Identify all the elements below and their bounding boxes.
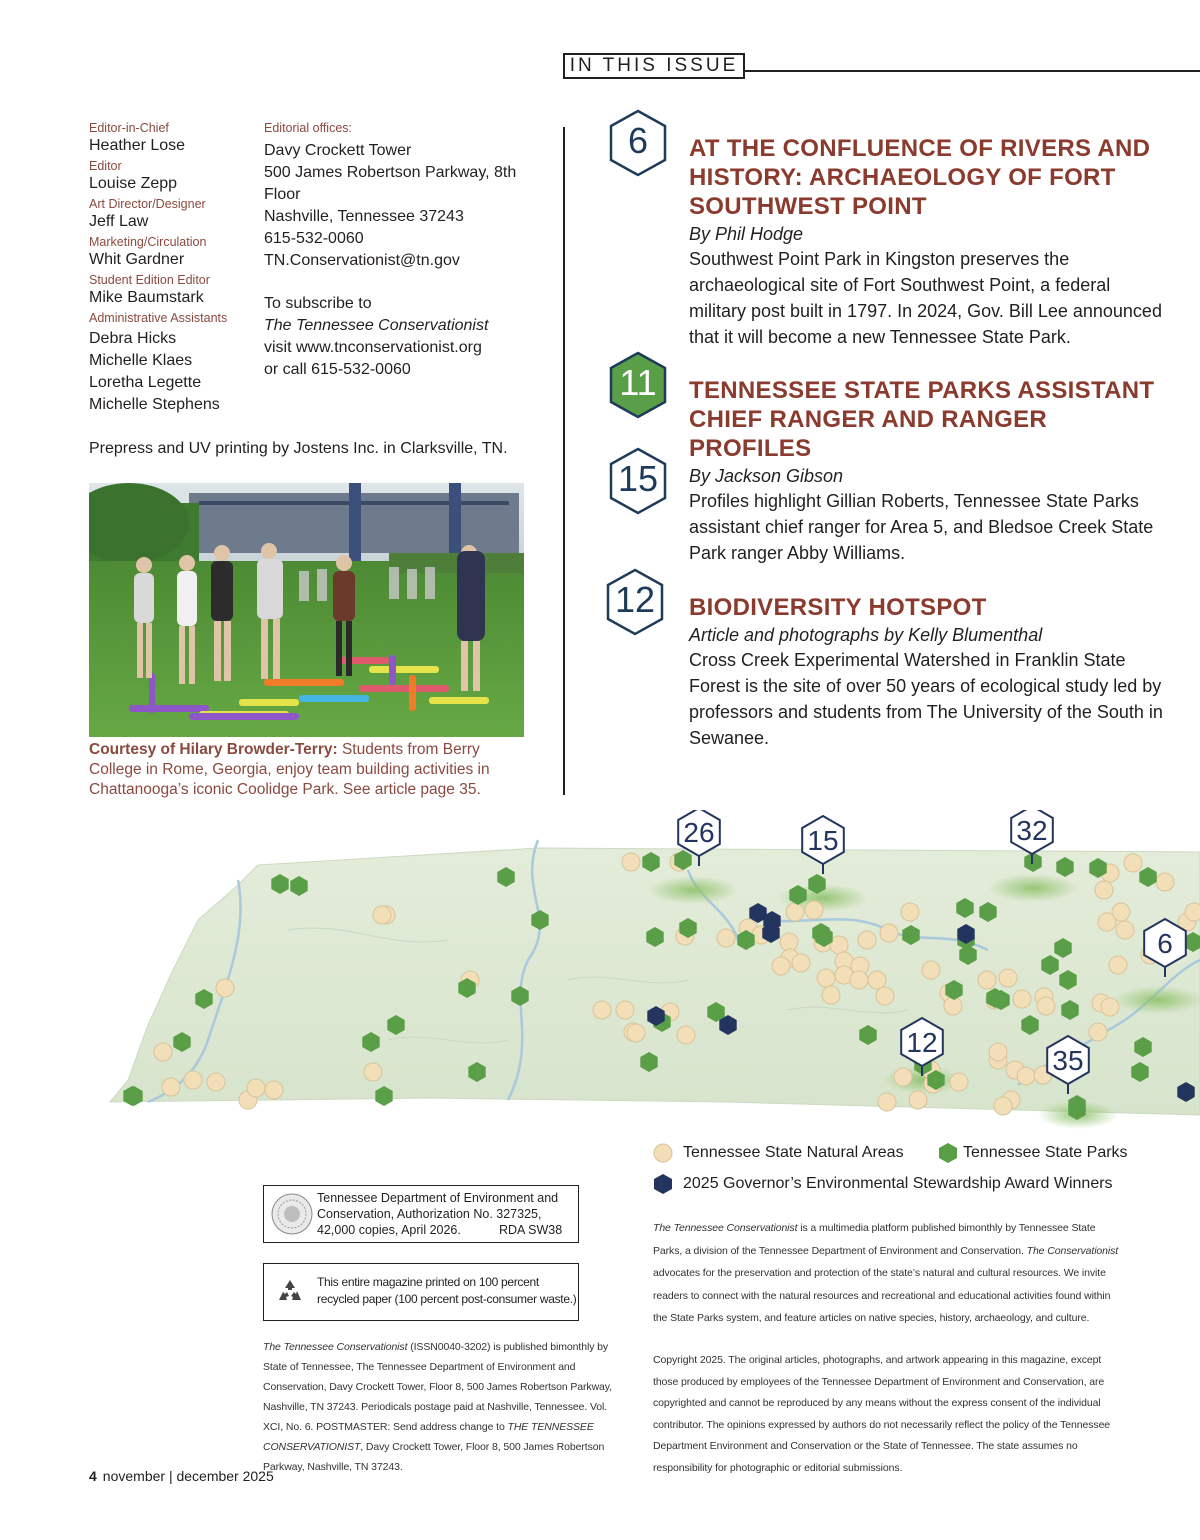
assistant-name: Debra Hicks — [89, 330, 177, 347]
marketing-label: Marketing/Circulation — [89, 235, 207, 249]
photo-credit: Courtesy of Hilary Browder-Terry: — [89, 741, 338, 758]
legend-label: 2025 Governor’s Environmental Stewardship Award Winners — [683, 1175, 1113, 1192]
natural-area-marker — [817, 969, 835, 987]
natural-area-marker — [1089, 1023, 1107, 1041]
assistant-name: Loretha Legette — [89, 374, 202, 391]
map-pin-label: 6 — [1157, 928, 1173, 959]
natural-area-marker — [880, 924, 898, 942]
natural-area-marker — [850, 971, 868, 989]
about-title-2: The Conservationist — [1026, 1244, 1119, 1257]
natural-area-marker — [792, 954, 810, 972]
office-line: Davy Crockett Tower — [264, 142, 412, 159]
marketing-name: Whit Gardner — [89, 251, 185, 268]
natural-area-marker — [950, 1073, 968, 1091]
editor-in-chief-name: Heather Lose — [89, 137, 186, 154]
page-number: 4 — [89, 1468, 97, 1484]
section-label: IN THIS ISSUE — [563, 53, 745, 79]
award-hexagon-icon — [652, 1173, 674, 1195]
auth-line: Conservation, Authorization No. 327325, — [317, 1207, 542, 1221]
photo-caption — [89, 740, 509, 800]
assistant-name: Michelle Klaes — [89, 352, 193, 369]
page-number: 15 — [617, 458, 659, 499]
issue-date: november | december 2025 — [102, 1468, 274, 1484]
recycled-line: This entire magazine printed on 100 percent — [317, 1275, 539, 1289]
subscribe-phone: or call 615-532-0060 — [264, 361, 411, 378]
recycled-box — [263, 1263, 579, 1321]
student-editor-label: Student Edition Editor — [89, 273, 210, 287]
subscribe-line: To subscribe to — [264, 295, 372, 312]
natural-area-marker — [780, 933, 798, 951]
page-marker-15[interactable] — [607, 446, 669, 516]
natural-area-marker — [1156, 873, 1174, 891]
pub-title: The Tennessee Conservationist — [263, 1341, 408, 1353]
legend-label: Tennessee State Parks — [963, 1144, 1128, 1161]
natural-area-marker — [989, 1043, 1007, 1061]
natural-area-marker — [868, 971, 886, 989]
legend-label: Tennessee State Natural Areas — [683, 1144, 904, 1161]
natural-area-marker — [1185, 903, 1200, 921]
natural-area-marker — [717, 929, 735, 947]
subscribe-url[interactable]: visit www.tnconservationist.org — [264, 339, 482, 356]
page-marker-11[interactable] — [607, 350, 669, 420]
natural-area-marker — [207, 1073, 225, 1091]
page-number: 12 — [614, 579, 656, 620]
article-biodiversity-hotspot[interactable] — [689, 593, 1169, 751]
natural-area-marker — [922, 961, 940, 979]
header-rule — [745, 70, 1200, 72]
about-text — [653, 1217, 1123, 1330]
natural-area-marker — [822, 986, 840, 1004]
office-line: Nashville, Tennessee 37243 — [264, 208, 464, 225]
recycle-icon — [276, 1278, 304, 1306]
natural-area-marker — [265, 1081, 283, 1099]
assistant-name: Michelle Stephens — [89, 396, 220, 413]
natural-area-marker — [978, 971, 996, 989]
natural-area-marker — [216, 979, 234, 997]
natural-area-marker — [901, 903, 919, 921]
natural-area-marker — [1037, 997, 1055, 1015]
office-phone: 615-532-0060 — [264, 230, 364, 247]
masthead-staff — [89, 121, 259, 416]
natural-area-marker — [805, 901, 823, 919]
natural-area-marker — [593, 1001, 611, 1019]
article-title[interactable]: BIODIVERSITY HOTSPOT — [689, 594, 987, 621]
column-divider — [563, 127, 565, 795]
article-byline: Article and photographs by Kelly Blumenthal — [689, 625, 1043, 645]
natural-area-marker — [786, 903, 804, 921]
page-number: 11 — [619, 362, 657, 403]
natural-area-marker — [1101, 998, 1119, 1016]
tennessee-parks-map — [88, 810, 1200, 1140]
article-title[interactable]: TENNESSEE STATE PARKS ASSISTANT CHIEF RANGER AND RANGER PROFILES — [689, 377, 1155, 462]
natural-area-marker — [858, 931, 876, 949]
natural-area-marker — [364, 1063, 382, 1081]
map-pin-label: 12 — [906, 1027, 938, 1058]
article-description: Cross Creek Experimental Watershed in Franklin State Forest is the site of over 50 years of ecological study led by professors and students from The University of the South in Sewanee. — [689, 650, 1163, 748]
student-editor-name: Mike Baumstark — [89, 289, 204, 306]
natural-area-marker — [1109, 956, 1127, 974]
natural-area-marker — [622, 853, 640, 871]
natural-area-marker — [944, 997, 962, 1015]
auth-copies: 42,000 copies, April 2026. — [317, 1223, 461, 1237]
natural-area-marker — [1116, 921, 1134, 939]
natural-area-marker — [184, 1071, 202, 1089]
offices-label: Editorial offices: — [264, 121, 353, 135]
assistants-label: Administrative Assistants — [89, 311, 228, 325]
caption-text: Students from Berry College in Rome, Georgia, enjoy team building activities in Chattanooga’s iconic Coolidge Park. See article page 35. — [89, 741, 490, 798]
publication-statement — [263, 1337, 615, 1477]
state-park-hexagon-icon — [937, 1142, 959, 1164]
natural-area-marker — [1124, 854, 1142, 872]
natural-area-marker — [894, 1068, 912, 1086]
natural-area-marker — [162, 1078, 180, 1096]
natural-area-marker — [1098, 913, 1116, 931]
article-description: Southwest Point Park in Kingston preserves the archaeological site of Fort Southwest Point, a federal military post built in 1797. In 2024, Gov. Bill Lee announced that it will become a new Tennessee State Park. — [689, 249, 1162, 347]
map-pin-label: 15 — [807, 825, 839, 856]
article-title[interactable]: AT THE CONFLUENCE OF RIVERS AND HISTORY: ARCHAEOLOGY OF FORT SOUTHWEST POINT — [689, 135, 1151, 220]
natural-area-marker — [1017, 1067, 1035, 1085]
natural-area-marker — [909, 1091, 927, 1109]
natural-area-marker — [616, 1001, 634, 1019]
page-marker-6[interactable] — [607, 108, 669, 178]
editor-name: Louise Zepp — [89, 175, 178, 192]
article-ranger-profiles[interactable] — [689, 376, 1169, 566]
pub-title-caps: THE TENNESSEE CONSERVATIONIST — [263, 1421, 594, 1453]
art-director-name: Jeff Law — [89, 213, 149, 230]
natural-area-marker — [627, 1024, 645, 1042]
auth-line: Tennessee Department of Environment and — [317, 1191, 559, 1205]
page-marker-12[interactable] — [604, 567, 666, 637]
about-title: The Tennessee Conservationist — [653, 1222, 798, 1234]
team-building-photo — [89, 483, 524, 737]
about-body: is a multimedia platform published bimonthly by Tennessee State Parks, a division of the Tennessee Department of Environment and Conservation. — [653, 1222, 1096, 1257]
subscribe-title: The Tennessee Conservationist — [264, 317, 489, 334]
pub-text: (ISSN0040-3202) is published bimonthly by State of Tennessee, The Tennessee Department of Environment and Conservation, Davy Crockett Tower, Floor 8, 500 James Robertson Parkway, Nashville, TN 37243. Periodicals postage paid at Nashville, Tennessee. Vol. XCI, No. 6. POSTMASTER: Send address change to — [263, 1341, 612, 1433]
natural-area-marker — [876, 987, 894, 1005]
article-byline: By Phil Hodge — [689, 224, 804, 244]
masthead-offices — [264, 121, 554, 381]
authorization-box — [263, 1185, 579, 1243]
natural-area-marker — [1013, 990, 1031, 1008]
natural-area-marker — [1095, 881, 1113, 899]
editor-in-chief-label: Editor-in-Chief — [89, 121, 169, 135]
auth-line-3 — [317, 1222, 575, 1238]
prepress-credit: Prepress and UV printing by Jostens Inc. in Clarksville, TN. — [89, 440, 508, 457]
copyright-text: Copyright 2025. The original articles, photographs, and artwork appearing in this magazine, except those produced by employees of the Tennessee Department of Environment and Conservation, are copyrighted and cannot be reproduced by any means without the express consent of the individual contributor. The opinions expressed by authors do not necessarily reflect the policy of the Tennessee Department Environment and Conservation or the State of Tennessee. The state assumes no responsibility for photographic or editorial submissions. — [653, 1354, 1111, 1474]
natural-area-marker — [373, 906, 391, 924]
natural-area-marker — [999, 969, 1017, 987]
art-director-label: Art Director/Designer — [89, 197, 206, 211]
page-footer — [89, 1468, 274, 1484]
natural-area-marker — [154, 1043, 172, 1061]
article-byline: By Jackson Gibson — [689, 466, 844, 486]
map-pin-label: 26 — [683, 817, 715, 848]
auth-rda: RDA SW38 — [499, 1223, 563, 1237]
editor-label: Editor — [89, 159, 122, 173]
natural-area-marker — [247, 1079, 265, 1097]
map-pin-label: 35 — [1052, 1045, 1084, 1076]
natural-area-marker — [994, 1097, 1012, 1115]
natural-area-marker — [878, 1093, 896, 1111]
about-body: advocates for the preservation and protection of the state’s natural and cultural resources. We invite readers to connect with the natural resources and recreational and educational activities found within the State Parks system, and feature articles on native species, history, archaeology, and culture. — [653, 1267, 1111, 1324]
natural-area-circle-icon — [652, 1142, 674, 1164]
natural-area-marker — [677, 1026, 695, 1044]
office-line: 500 James Robertson Parkway, 8th Floor — [264, 164, 517, 203]
natural-area-marker — [772, 957, 790, 975]
article-description: Profiles highlight Gillian Roberts, Tennessee State Parks assistant chief ranger for Area 5, and Bledsoe Creek State Park ranger Abby Williams. — [689, 491, 1154, 563]
map-pin-label: 32 — [1016, 815, 1048, 846]
office-email[interactable]: TN.Conservationist@tn.gov — [264, 252, 460, 269]
page-number: 6 — [627, 120, 649, 161]
state-seal-icon — [270, 1192, 314, 1236]
pub-text: , Davy Crockett Tower, Floor 8, 500 James Robertson Parkway, Nashville, TN 37243. — [263, 1441, 605, 1473]
recycled-line: recycled paper (100 percent post-consumer waste.) — [317, 1292, 577, 1306]
article-fort-southwest-point[interactable] — [689, 134, 1169, 350]
